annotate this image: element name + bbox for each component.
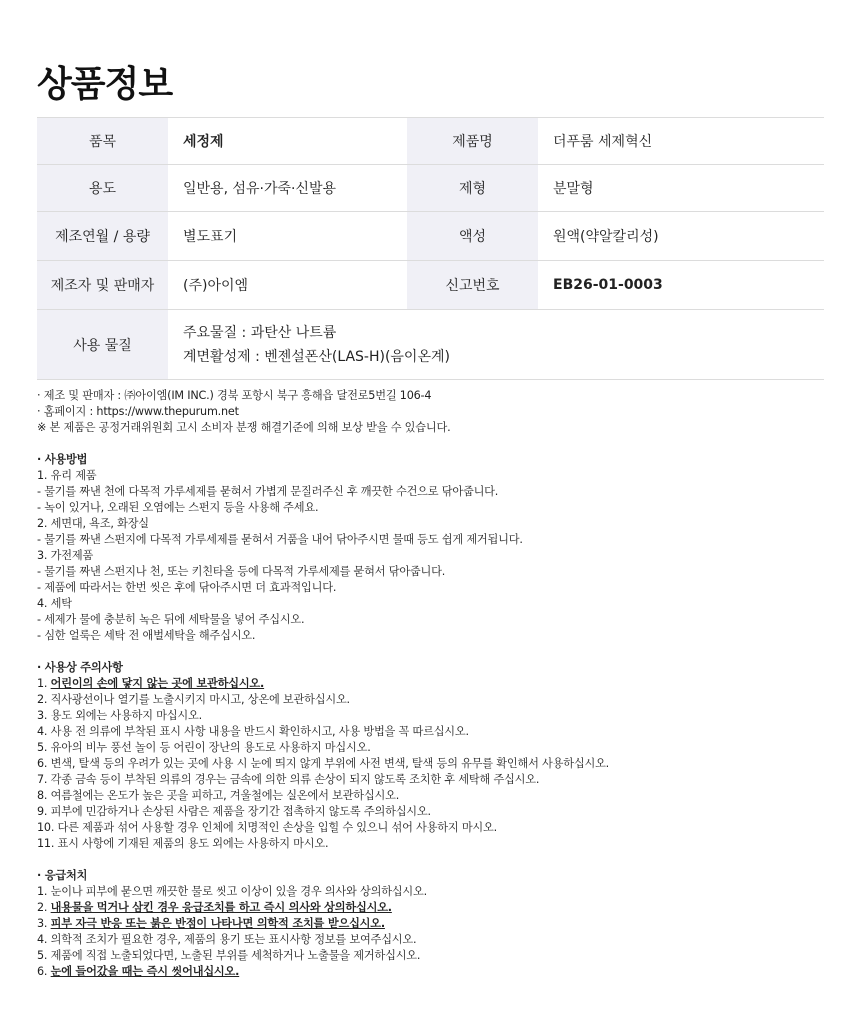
product-notes (37, 388, 827, 980)
value-material (168, 310, 824, 380)
caution-line: 9. 피부에 민감하거나 손상된 사람은 제품을 장기간 접촉하지 않도록 주의하십시오. (37, 805, 431, 818)
label-maker-seller: 제조자 및 판매자 (37, 261, 168, 310)
page-title: 상품정보 (37, 64, 173, 105)
usage-line: - 제품에 따라서는 한번 씻은 후에 닦아주시면 더 효과적입니다. (37, 581, 337, 594)
label-material: 사용 물질 (37, 310, 168, 380)
firstaid-line (37, 900, 827, 916)
firstaid-line (37, 964, 827, 980)
value-report-number: EB26-01-0003 (538, 261, 824, 310)
product-spec-table (37, 117, 824, 380)
value-date-volume: 별도표기 (168, 212, 407, 261)
caution-line: 8. 여름철에는 온도가 높은 곳을 피하고, 겨울철에는 실온에서 보관하십시오. (37, 789, 400, 802)
value-ph: 원액(약알칼리성) (538, 212, 824, 261)
caution-line: 2. 직사광선이나 열기를 노출시키지 마시고, 상온에 보관하십시오. (37, 693, 350, 706)
material-surfactant: 계면활성제 : 벤젠설폰산(LAS-H)(음이온계) (183, 348, 450, 365)
caution-line: 4. 사용 전 의류에 부착된 표시 사항 내용을 반드시 확인하시고, 사용 방법을 꼭 따르십시오. (37, 725, 469, 738)
usage-heading: · 사용방법 (37, 453, 88, 466)
table-row (37, 261, 824, 310)
label-report-number: 신고번호 (407, 261, 538, 310)
usage-line: - 물기를 짜낸 스펀지나 천, 또는 키친타올 등에 다목적 가루세제를 묻혀서 닦아줍니다. (37, 565, 446, 578)
usage-line: 3. 가전제품 (37, 549, 94, 562)
usage-line: 4. 세탁 (37, 597, 72, 610)
value-product-name: 더푸룸 세제혁신 (538, 118, 824, 165)
firstaid-number: 3. (37, 917, 51, 930)
usage-line: - 심한 얼룩은 세탁 전 애벌세탁을 해주십시오. (37, 629, 256, 642)
caution-number: 1. (37, 677, 51, 690)
caution-line (37, 676, 827, 692)
caution-line: 11. 표시 사항에 기재된 제품의 용도 외에는 사용하지 마시오. (37, 837, 329, 850)
caution-line: 6. 변색, 탈색 등의 우려가 있는 곳에 사용 시 눈에 띄지 않게 부위에 사전 변색, 탈색 등의 유무를 확인해서 사용하십시오. (37, 757, 610, 770)
firstaid-line (37, 916, 827, 932)
firstaid-line: 1. 눈이나 피부에 묻으면 깨끗한 물로 씻고 이상이 있을 경우 의사와 상의하십시오. (37, 885, 427, 898)
caution-heading: · 사용상 주의사항 (37, 661, 123, 674)
label-usage: 용도 (37, 165, 168, 212)
homepage-info: · 홈페이지 : https://www.thepurum.net (37, 405, 239, 418)
usage-line: 2. 세면대, 욕조, 화장실 (37, 517, 149, 530)
caution-emphasis: 어린이의 손에 닿지 않는 곳에 보관하십시오. (50, 677, 265, 690)
firstaid-line: 5. 제품에 직접 노출되었다면, 노출된 부위를 세척하거나 노출물을 제거하십시오. (37, 949, 421, 962)
usage-line: 1. 유리 제품 (37, 469, 97, 482)
table-row (37, 212, 824, 261)
firstaid-number: 2. (37, 901, 51, 914)
firstaid-emphasis: 눈에 들어갔을 때는 즉시 씻어내십시오. (50, 965, 240, 978)
usage-line: - 물기를 짜낸 스펀지에 다목적 가루세제를 묻혀서 거품을 내어 닦아주시면 물때 등도 쉽게 제거됩니다. (37, 533, 523, 546)
value-item: 세정제 (168, 118, 407, 165)
caution-line: 10. 다른 제품과 섞어 사용할 경우 인체에 치명적인 손상을 입힐 수 있으니 섞어 사용하지 마시오. (37, 821, 498, 834)
firstaid-heading: · 응급처치 (37, 869, 88, 882)
label-ph: 액성 (407, 212, 538, 261)
table-row (37, 118, 824, 165)
usage-line: - 녹이 있거나, 오래된 오염에는 스펀지 등을 사용해 주세요. (37, 501, 319, 514)
maker-info: · 제조 및 판매자 : ㈜아이엠(IM INC.) 경북 포항시 북구 흥해읍 달전로5번길 106-4 (37, 389, 432, 402)
firstaid-line: 4. 의학적 조치가 필요한 경우, 제품의 용기 또는 표시사항 정보를 보여주십시오. (37, 933, 417, 946)
value-maker-seller: (주)아이엠 (168, 261, 407, 310)
label-item: 품목 (37, 118, 168, 165)
table-row (37, 310, 824, 380)
value-usage: 일반용, 섬유·가죽·신발용 (168, 165, 407, 212)
value-form: 분말형 (538, 165, 824, 212)
label-date-volume: 제조연월 / 용량 (37, 212, 168, 261)
firstaid-number: 6. (37, 965, 51, 978)
label-form: 제형 (407, 165, 538, 212)
usage-line: - 물기를 짜낸 천에 다목적 가루세제를 묻혀서 가볍게 문질러주신 후 깨끗한 수건으로 닦아줍니다. (37, 485, 499, 498)
compensation-notice: ※ 본 제품은 공정거래위원회 고시 소비자 분쟁 해결기준에 의해 보상 받을 수 있습니다. (37, 421, 451, 434)
caution-line: 7. 각종 금속 등이 부착된 의류의 경우는 금속에 의한 의류 손상이 되지 않도록 조치한 후 세탁해 주십시오. (37, 773, 540, 786)
label-product-name: 제품명 (407, 118, 538, 165)
caution-line: 3. 용도 외에는 사용하지 마십시오. (37, 709, 202, 722)
material-main: 주요물질 : 과탄산 나트륨 (183, 324, 337, 341)
table-row (37, 165, 824, 212)
caution-line: 5. 유아의 비누 풍선 놀이 등 어린이 장난의 용도로 사용하지 마십시오. (37, 741, 371, 754)
firstaid-emphasis: 내용물을 먹거나 삼킨 경우 응급조치를 하고 즉시 의사와 상의하십시오. (50, 901, 392, 914)
firstaid-emphasis: 피부 자극 반응 또는 붉은 반점이 나타나면 의학적 조치를 받으십시오. (50, 917, 385, 930)
usage-line: - 세제가 물에 충분히 녹은 뒤에 세탁물을 넣어 주십시오. (37, 613, 305, 626)
